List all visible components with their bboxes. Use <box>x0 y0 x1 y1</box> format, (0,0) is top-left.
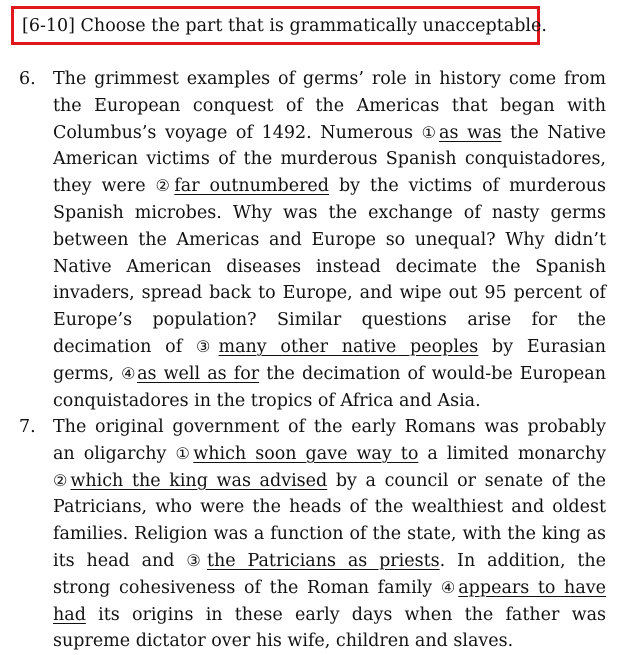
passage-text: The grimmest examples of germs’ role in history come from the European conquest of the Americas that began with Columbus’s voyage of 1492. Numerous <box>53 69 606 143</box>
underlined-choice: many other native peoples <box>218 336 479 357</box>
choice-marker: ③ <box>186 550 207 570</box>
passage-text: by Eurasian germs, <box>53 336 606 384</box>
choice-marker: ① <box>175 443 194 463</box>
passage-text: its origins in these early days when the father was supreme dictator over his wife, children and slaves. <box>53 604 606 652</box>
underlined-choice: appears to have had <box>53 577 607 625</box>
question-number: 7. <box>19 417 36 437</box>
passage-text: the Native American victims of the murderous Spanish conquistadores, they were <box>53 122 606 197</box>
passage-text: by the victims of murderous Spanish microbes. Why was the exchange of nasty germs between the Americas and Europe so unequal? Why didn’t Native American diseases instead decimate the Spanish invaders, spread back to Europe, and wipe out 95 percent of Europe’s population? Similar questions arise for the decimation of <box>53 176 607 357</box>
choice-marker: ② <box>155 176 175 196</box>
underlined-choice: which the king was advised <box>70 470 328 491</box>
question-number: 6. <box>19 69 36 89</box>
passage-text: The original government of the early Romans was probably an oligarchy <box>53 417 606 464</box>
underlined-choice: the Patricians as priests <box>206 550 440 571</box>
underlined-choice: as was <box>439 122 502 143</box>
choice-marker: ① <box>421 122 440 142</box>
instruction-text: [6-10] Choose the part that is grammatically unacceptable. <box>22 15 547 36</box>
choice-marker: ③ <box>195 336 219 356</box>
choice-marker: ② <box>53 470 71 490</box>
underlined-choice: which soon gave way to <box>193 443 419 464</box>
question-passage <box>53 414 606 655</box>
choice-marker: ④ <box>121 363 138 383</box>
underlined-choice: far outnumbered <box>174 176 329 197</box>
instruction-box <box>11 6 547 45</box>
underlined-choice: as well as for <box>137 363 260 384</box>
choice-marker: ④ <box>440 577 459 597</box>
question-passage <box>53 66 606 414</box>
passage-text: a limited monarchy <box>418 443 606 464</box>
passage-text: by a council or senate of the Patricians, who were the heads of the wealthiest and oldest families. Religion was a function of the state, with the king as its head and <box>53 470 606 571</box>
passage-text: the decimation of would-be European conquistadores in the tropics of Africa and Asia. <box>53 363 606 411</box>
passage-text: . In addition, the strong cohesiveness of the Roman family <box>53 550 607 598</box>
